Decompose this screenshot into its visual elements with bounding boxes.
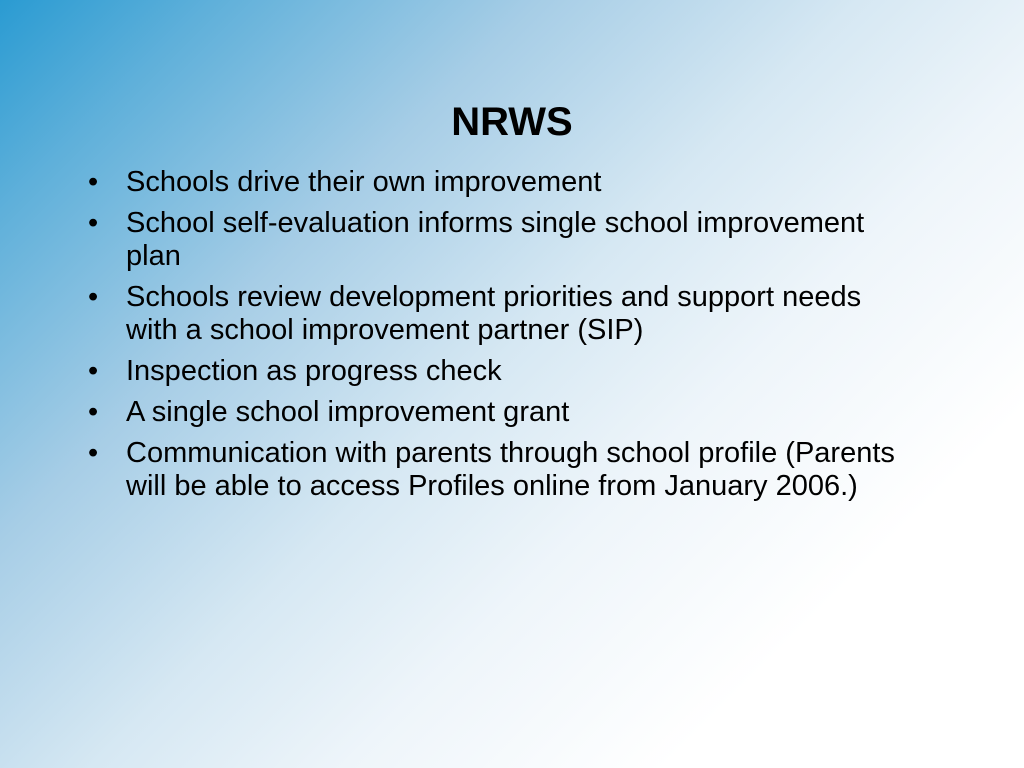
- bullet-dot-icon: •: [88, 166, 99, 198]
- bullet-item: [88, 396, 918, 429]
- bullet-text: Inspection as progress check: [126, 355, 502, 387]
- bullet-text: A single school improvement grant: [126, 396, 570, 428]
- bullet-text: Schools review development priorities and support needs with a school improvement partner (SIP): [126, 281, 862, 346]
- bullet-text: School self-evaluation informs single school improvement plan: [126, 207, 865, 272]
- bullet-item: [88, 207, 918, 273]
- bullet-text: Schools drive their own improvement: [126, 166, 602, 198]
- bullet-text: Communication with parents through school profile (Parents will be able to access Profiles online from January 2006.): [126, 437, 895, 502]
- bullet-dot-icon: •: [88, 355, 99, 387]
- bullet-dot-icon: •: [88, 437, 99, 469]
- bullet-list: [88, 166, 918, 511]
- bullet-item: [88, 437, 918, 503]
- bullet-item: [88, 166, 918, 199]
- slide-title: NRWS: [451, 100, 573, 144]
- bullet-item: [88, 281, 918, 347]
- bullet-dot-icon: •: [88, 396, 99, 428]
- bullet-dot-icon: •: [88, 281, 99, 313]
- bullet-dot-icon: •: [88, 207, 99, 239]
- bullet-item: [88, 355, 918, 388]
